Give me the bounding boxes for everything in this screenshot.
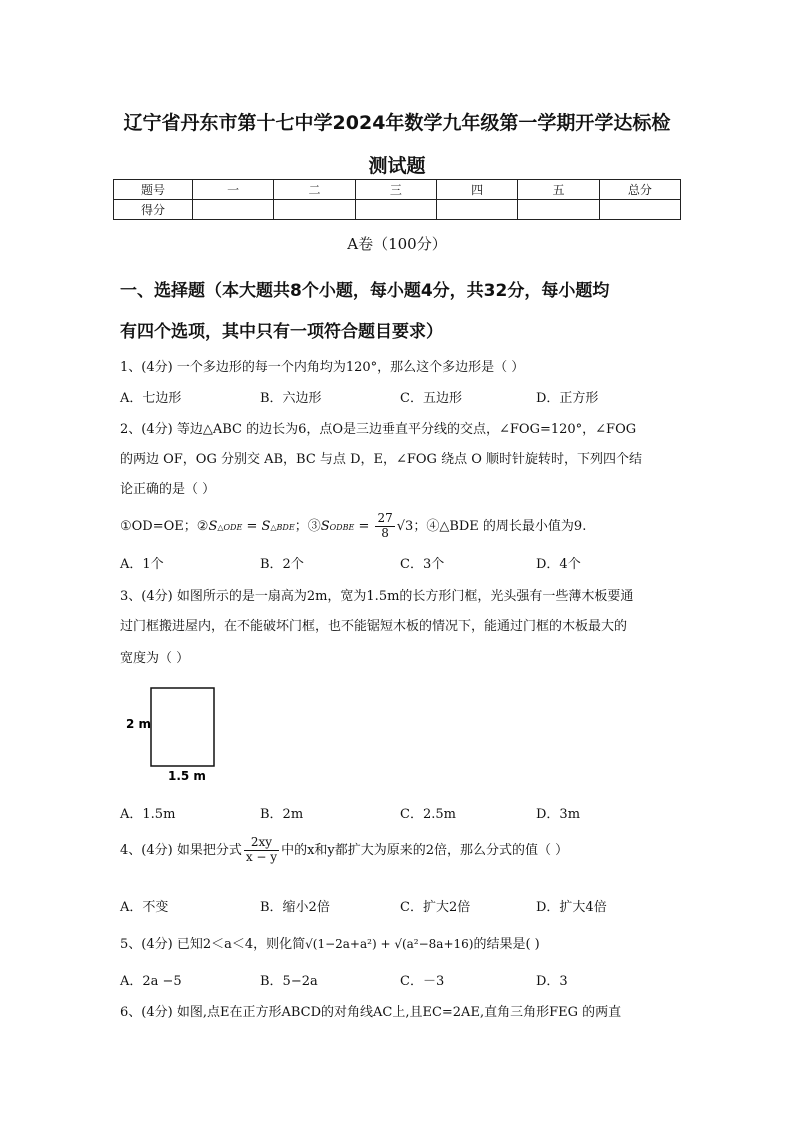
question-2-line1: 2、(4分) 等边△ABC 的边长为6，点O是三边垂直平分线的交点，∠FOG=120°，∠FOG	[120, 422, 637, 437]
section-heading-line1: 一、选择题（本大题共8个小题，每小题4分，共32分，每小题均	[120, 281, 610, 301]
statement-text: ①OD=OE；②	[120, 518, 209, 534]
area-subscript: △ODE	[217, 522, 243, 532]
option-b: B．5−2a	[260, 974, 318, 989]
option-c: C．五边形	[400, 391, 462, 406]
score-blank-cell	[355, 200, 436, 220]
score-blank-cell	[193, 200, 274, 220]
question-1-options	[120, 387, 680, 407]
door-frame-rectangle	[151, 688, 214, 766]
table-cell: 题号	[114, 180, 193, 200]
stem-text: 5、(4分) 已知2＜a＜4，则化简	[120, 937, 306, 952]
table-cell: 得分	[114, 200, 193, 220]
option-b: B．缩小2倍	[260, 900, 330, 915]
option-d: D．扩大4倍	[536, 900, 607, 915]
area-symbol: S	[261, 518, 271, 534]
area-subscript: ODBE	[329, 522, 355, 532]
option-c: C．－3	[400, 974, 445, 989]
width-label: 1.5 m	[168, 769, 206, 783]
option-a: A．七边形	[120, 391, 182, 406]
option-b: B．2m	[260, 807, 304, 822]
table-cell: 二	[274, 180, 355, 200]
statement-text: ；④△BDE 的周长最小值为9.	[413, 518, 587, 534]
table-cell: 一	[193, 180, 274, 200]
table-cell: 总分	[599, 180, 680, 200]
statement-text: ；③	[294, 518, 321, 534]
option-c: C．3个	[400, 557, 445, 572]
question-4-options	[120, 896, 680, 916]
question-3-line1: 3、(4分) 如图所示的是一扇高为2m，宽为1.5m的长方形门框，光头强有一些薄木板要通	[120, 589, 634, 604]
fraction-numerator: 2xy	[244, 836, 279, 851]
score-blank-cell	[518, 200, 599, 220]
section-heading-line2: 有四个选项，其中只有一项符合题目要求）	[120, 322, 443, 342]
area-subscript: △BDE	[270, 522, 295, 532]
option-c: C．扩大2倍	[400, 900, 471, 915]
option-d: D．3m	[536, 807, 581, 822]
question-6-line1: 6、(4分) 如图,点E在正方形ABCD的对角线AC上,且EC=2AE,直角三角形FEG 的两直	[120, 1005, 622, 1020]
sqrt-expression: √3	[396, 518, 414, 534]
option-a: A．1.5m	[120, 807, 176, 822]
area-symbol: S	[208, 518, 218, 534]
question-2-options	[120, 553, 680, 573]
score-table-header-row	[114, 180, 681, 200]
question-2-statements	[120, 512, 586, 541]
question-3-options	[120, 803, 680, 823]
option-d: D．4个	[536, 557, 581, 572]
equals-sign: =	[242, 518, 262, 534]
option-a: A．1个	[120, 557, 164, 572]
option-b: B．六边形	[260, 391, 322, 406]
paper-part-heading: A卷（100分）	[347, 235, 447, 253]
question-3-line2: 过门框搬进屋内，在不能破坏门框，也不能锯短木板的情况下，能通过门框的木板最大的	[120, 619, 628, 634]
stem-text: 4、(4分) 如果把分式	[120, 842, 242, 858]
question-3-line3: 宽度为（ ）	[120, 651, 190, 666]
question-5-stem	[120, 933, 540, 952]
fraction-numerator: 27	[377, 511, 393, 525]
option-a: A．2a −5	[120, 974, 182, 989]
table-cell: 四	[436, 180, 517, 200]
stem-text: 的结果是( )	[473, 937, 540, 952]
option-d: D．正方形	[536, 391, 599, 406]
door-frame-diagram	[120, 684, 230, 784]
score-blank-cell	[599, 200, 680, 220]
area-symbol: S	[320, 518, 330, 534]
equals-sign: =	[354, 518, 374, 534]
score-table-score-row	[114, 200, 681, 220]
height-label: 2 m	[126, 717, 152, 731]
question-4-stem	[120, 836, 568, 865]
score-table	[113, 179, 681, 220]
table-cell: 三	[355, 180, 436, 200]
page-title-line1: 辽宁省丹东市第十七中学2024年数学九年级第一学期开学达标检	[123, 112, 671, 134]
page-title-line2: 测试题	[368, 155, 426, 177]
option-a: A．不变	[120, 900, 169, 915]
score-blank-cell	[436, 200, 517, 220]
question-2-line3: 论正确的是（ ）	[120, 482, 216, 497]
option-c: C．2.5m	[400, 807, 456, 822]
question-2-line2: 的两边 OF，OG 分别交 AB，BC 与点 D，E，∠FOG 绕点 O 顺时针旋转时，下列四个结	[120, 452, 642, 467]
fraction	[375, 512, 394, 541]
stem-text: 中的x和y都扩大为原来的2倍，那么分式的值（ ）	[281, 842, 569, 858]
option-b: B．2个	[260, 557, 304, 572]
question-5-options	[120, 970, 680, 990]
fraction-denominator: x − y	[245, 849, 278, 864]
fraction	[244, 836, 279, 865]
option-d: D．3	[536, 974, 568, 989]
table-cell: 五	[518, 180, 599, 200]
fraction-denominator: 8	[381, 525, 389, 540]
score-blank-cell	[274, 200, 355, 220]
radical-expression: √(1−2a+a²) + √(a²−8a+16)	[305, 937, 474, 951]
question-1-stem: 1、(4分) 一个多边形的每一个内角均为120°，那么这个多边形是（ ）	[120, 360, 525, 375]
